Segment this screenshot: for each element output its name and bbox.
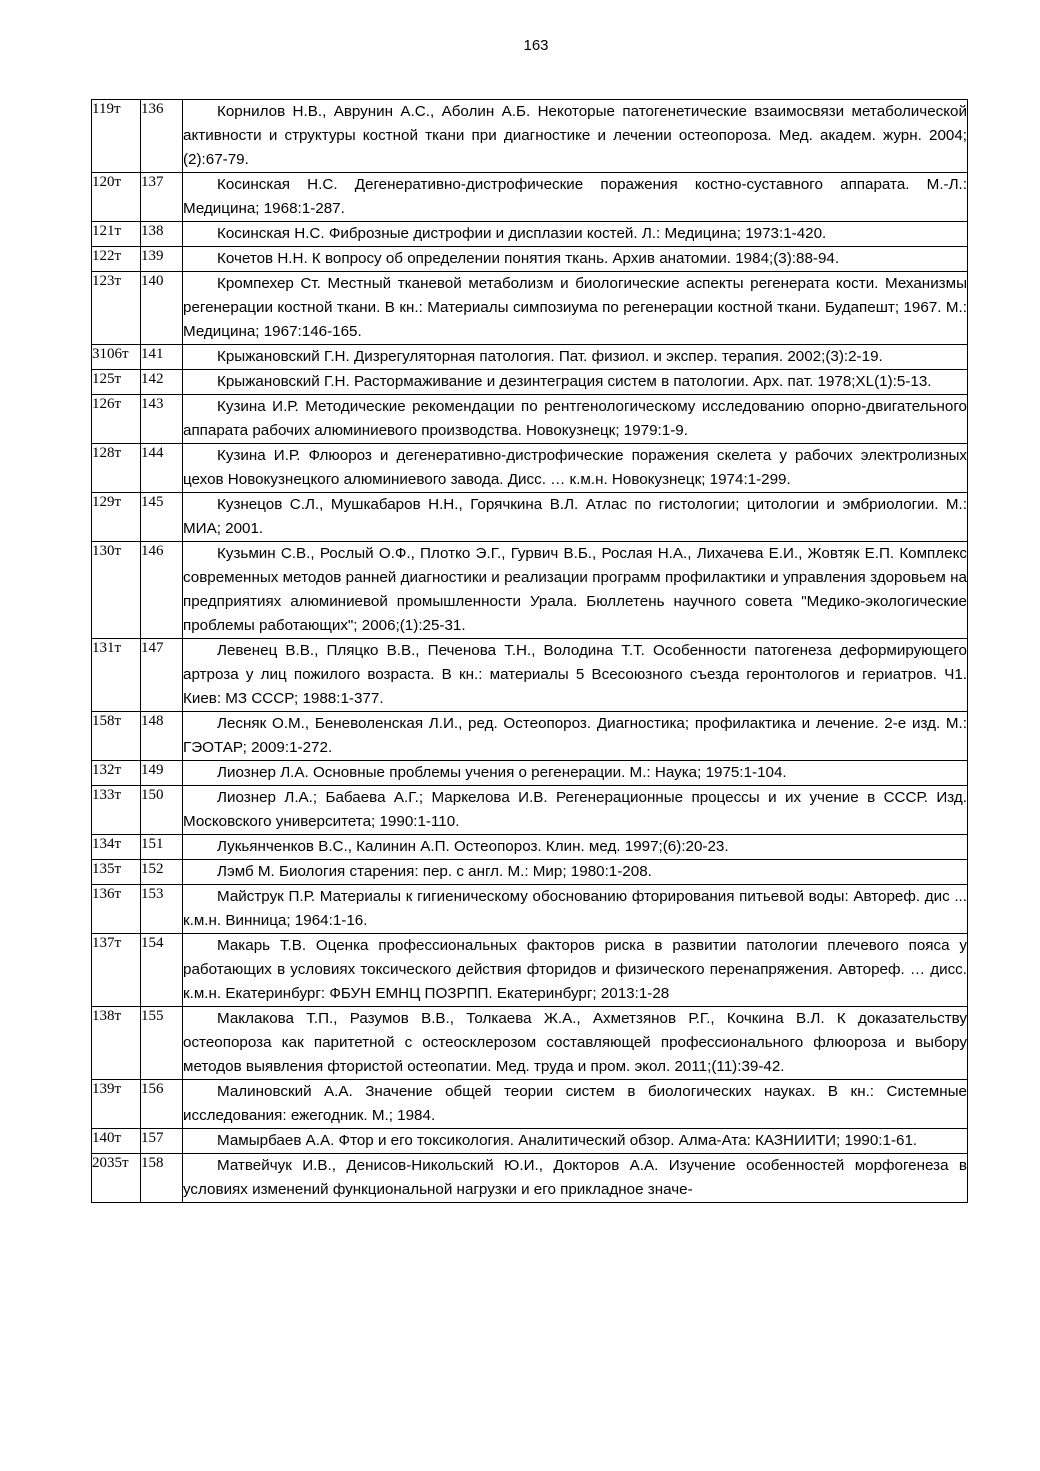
reference-number: 149: [141, 761, 183, 786]
table-row: [92, 1080, 968, 1129]
reference-number: 154: [141, 934, 183, 1007]
reference-code: 158т: [92, 712, 141, 761]
reference-code: 119т: [92, 100, 141, 173]
reference-code: 139т: [92, 1080, 141, 1129]
reference-code: 130т: [92, 542, 141, 639]
reference-code: 128т: [92, 444, 141, 493]
page-number: 163: [523, 37, 549, 54]
table-row: [92, 272, 968, 345]
reference-code: 136т: [92, 885, 141, 934]
reference-code: 133т: [92, 786, 141, 835]
reference-number: 145: [141, 493, 183, 542]
table-row: [92, 786, 968, 835]
table-row: [92, 493, 968, 542]
reference-text: Лукьянченков В.С., Калинин А.П. Остеопороз. Клин. мед. 1997;(6):20-23.: [183, 835, 968, 860]
table-row: [92, 345, 968, 370]
reference-number: 138: [141, 222, 183, 247]
reference-number: 147: [141, 639, 183, 712]
reference-text: Косинская Н.С. Дегенеративно-дистрофические поражения костно-суставного аппарата. М.-Л.: Медицина; 1968:1-287.: [183, 173, 968, 222]
reference-text: Лесняк О.М., Беневоленская Л.И., ред. Остеопороз. Диагностика; профилактика и лечение. 2-е изд. М.: ГЭОТАР; 2009:1-272.: [183, 712, 968, 761]
reference-code: 121т: [92, 222, 141, 247]
references-table: [91, 99, 968, 1203]
reference-number: 151: [141, 835, 183, 860]
reference-code: 137т: [92, 934, 141, 1007]
reference-text: Кузнецов С.Л., Мушкабаров Н.Н., Горячкина В.Л. Атлас по гистологии; цитологии и эмбриологии. М.: МИА; 2001.: [183, 493, 968, 542]
table-row: [92, 395, 968, 444]
reference-number: 153: [141, 885, 183, 934]
reference-text: Лэмб М. Биология старения: пер. с англ. М.: Мир; 1980:1-208.: [183, 860, 968, 885]
reference-code: 122т: [92, 247, 141, 272]
reference-code: 126т: [92, 395, 141, 444]
reference-number: 139: [141, 247, 183, 272]
reference-number: 142: [141, 370, 183, 395]
table-row: [92, 1154, 968, 1203]
table-row: [92, 860, 968, 885]
table-row: [92, 1129, 968, 1154]
table-row: [92, 100, 968, 173]
reference-number: 156: [141, 1080, 183, 1129]
reference-number: 137: [141, 173, 183, 222]
reference-text: Малиновский А.А. Значение общей теории систем в биологических науках. В кн.: Системные исследования: ежегодник. М.; 1984.: [183, 1080, 968, 1129]
reference-number: 158: [141, 1154, 183, 1203]
reference-text: Крыжановский Г.Н. Растормаживание и дезинтеграция систем в патологии. Арх. пат. 1978;XL(1):5-13.: [183, 370, 968, 395]
reference-code: 138т: [92, 1007, 141, 1080]
table-row: [92, 370, 968, 395]
reference-text: Кузина И.Р. Флюороз и дегенеративно-дистрофические поражения скелета у рабочих электролизных цехов Новокузнецкого алюминиевого завода. Дисс. … к.м.н. Новокузнецк; 1974:1-299.: [183, 444, 968, 493]
table-row: [92, 173, 968, 222]
reference-code: 135т: [92, 860, 141, 885]
reference-code: 134т: [92, 835, 141, 860]
table-row: [92, 885, 968, 934]
reference-number: 140: [141, 272, 183, 345]
reference-text: Косинская Н.С. Фиброзные дистрофии и дисплазии костей. Л.: Медицина; 1973:1-420.: [183, 222, 968, 247]
reference-text: Кромпехер Ст. Местный тканевой метаболизм и биологические аспекты регенерата кости. Механизмы регенерации костной ткани. В кн.: Материалы симпозиума по регенерации костной ткани. Будапешт; 1967. М.: Медицина; 1967:146-165.: [183, 272, 968, 345]
reference-code: 129т: [92, 493, 141, 542]
reference-text: Маклакова Т.П., Разумов В.В., Толкаева Ж.А., Ахметзянов Р.Г., Кочкина В.Л. К доказательству остеопороза как паритетной с остеосклерозом составляющей профессионального флюороза и выбору методов выявления фтористой остеопатии. Мед. труда и пром. экол. 2011;(11):39-42.: [183, 1007, 968, 1080]
reference-text: Лиознер Л.А.; Бабаева А.Г.; Маркелова И.В. Регенерационные процессы и их учение в СССР. Изд. Московского университета; 1990:1-110.: [183, 786, 968, 835]
reference-number: 152: [141, 860, 183, 885]
reference-number: 150: [141, 786, 183, 835]
reference-text: Кузьмин С.В., Рослый О.Ф., Плотко Э.Г., Гурвич В.Б., Рослая Н.А., Лихачева Е.И., Жовтяк Е.П. Комплекс современных методов ранней диагностики и реализации программ профилактики и управления здоровьем на предприятиях алюминиевой промышленности Урала. Бюллетень научного совета "Медико-экологические проблемы работающих"; 2006;(1):25-31.: [183, 542, 968, 639]
reference-code: 3106т: [92, 345, 141, 370]
reference-text: Крыжановский Г.Н. Дизрегуляторная патология. Пат. физиол. и экспер. терапия. 2002;(3):2-19.: [183, 345, 968, 370]
reference-number: 141: [141, 345, 183, 370]
reference-number: 136: [141, 100, 183, 173]
table-row: [92, 1007, 968, 1080]
reference-code: 132т: [92, 761, 141, 786]
reference-text: Кочетов Н.Н. К вопросу об определении понятия ткань. Архив анатомии. 1984;(3):88-94.: [183, 247, 968, 272]
reference-number: 148: [141, 712, 183, 761]
reference-number: 157: [141, 1129, 183, 1154]
table-row: [92, 444, 968, 493]
reference-text: Лиознер Л.А. Основные проблемы учения о регенерации. М.: Наука; 1975:1-104.: [183, 761, 968, 786]
reference-code: 120т: [92, 173, 141, 222]
reference-number: 144: [141, 444, 183, 493]
table-row: [92, 222, 968, 247]
reference-code: 123т: [92, 272, 141, 345]
reference-code: 140т: [92, 1129, 141, 1154]
reference-text: Кузина И.Р. Методические рекомендации по рентгенологическому исследованию опорно-двигательного аппарата рабочих алюминиевого производства. Новокузнецк; 1979:1-9.: [183, 395, 968, 444]
reference-text: Майструк П.Р. Материалы к гигиеническому обоснованию фторирования питьевой воды: Автореф. дис ... к.м.н. Винница; 1964:1-16.: [183, 885, 968, 934]
reference-code: 125т: [92, 370, 141, 395]
reference-code: 2035т: [92, 1154, 141, 1203]
reference-text: Матвейчук И.В., Денисов-Никольский Ю.И., Докторов А.А. Изучение особенностей морфогенеза в условиях изменений функциональной нагрузки и его прикладное значе-: [183, 1154, 968, 1203]
table-row: [92, 835, 968, 860]
table-row: [92, 761, 968, 786]
reference-code: 131т: [92, 639, 141, 712]
table-row: [92, 712, 968, 761]
references-table-body: [92, 100, 968, 1203]
table-row: [92, 542, 968, 639]
reference-number: 143: [141, 395, 183, 444]
table-row: [92, 639, 968, 712]
table-row: [92, 247, 968, 272]
reference-text: Левенец В.В., Пляцко В.В., Печенова Т.Н., Володина Т.Т. Особенности патогенеза деформирующего артроза у лиц пожилого возраста. В кн.: материалы 5 Всесоюзного съезда геронтологов и гериатров. Ч1. Киев: МЗ СССР; 1988:1-377.: [183, 639, 968, 712]
table-row: [92, 934, 968, 1007]
reference-text: Мамырбаев А.А. Фтор и его токсикология. Аналитический обзор. Алма-Ата: КАЗНИИТИ; 1990:1-61.: [183, 1129, 968, 1154]
reference-number: 146: [141, 542, 183, 639]
reference-text: Корнилов Н.В., Аврунин А.С., Аболин А.Б. Некоторые патогенетические взаимосвязи метаболической активности и структуры костной ткани при диагностике и лечении остеопороза. Мед. академ. журн. 2004;(2):67-79.: [183, 100, 968, 173]
reference-number: 155: [141, 1007, 183, 1080]
reference-text: Макарь Т.В. Оценка профессиональных факторов риска в развитии патологии плечевого пояса у работающих в условиях токсического действия фторидов и физического перенапряжения. Автореф. … дисс. к.м.н. Екатеринбург: ФБУН ЕМНЦ ПОЗРПП. Екатеринбург; 2013:1-28: [183, 934, 968, 1007]
